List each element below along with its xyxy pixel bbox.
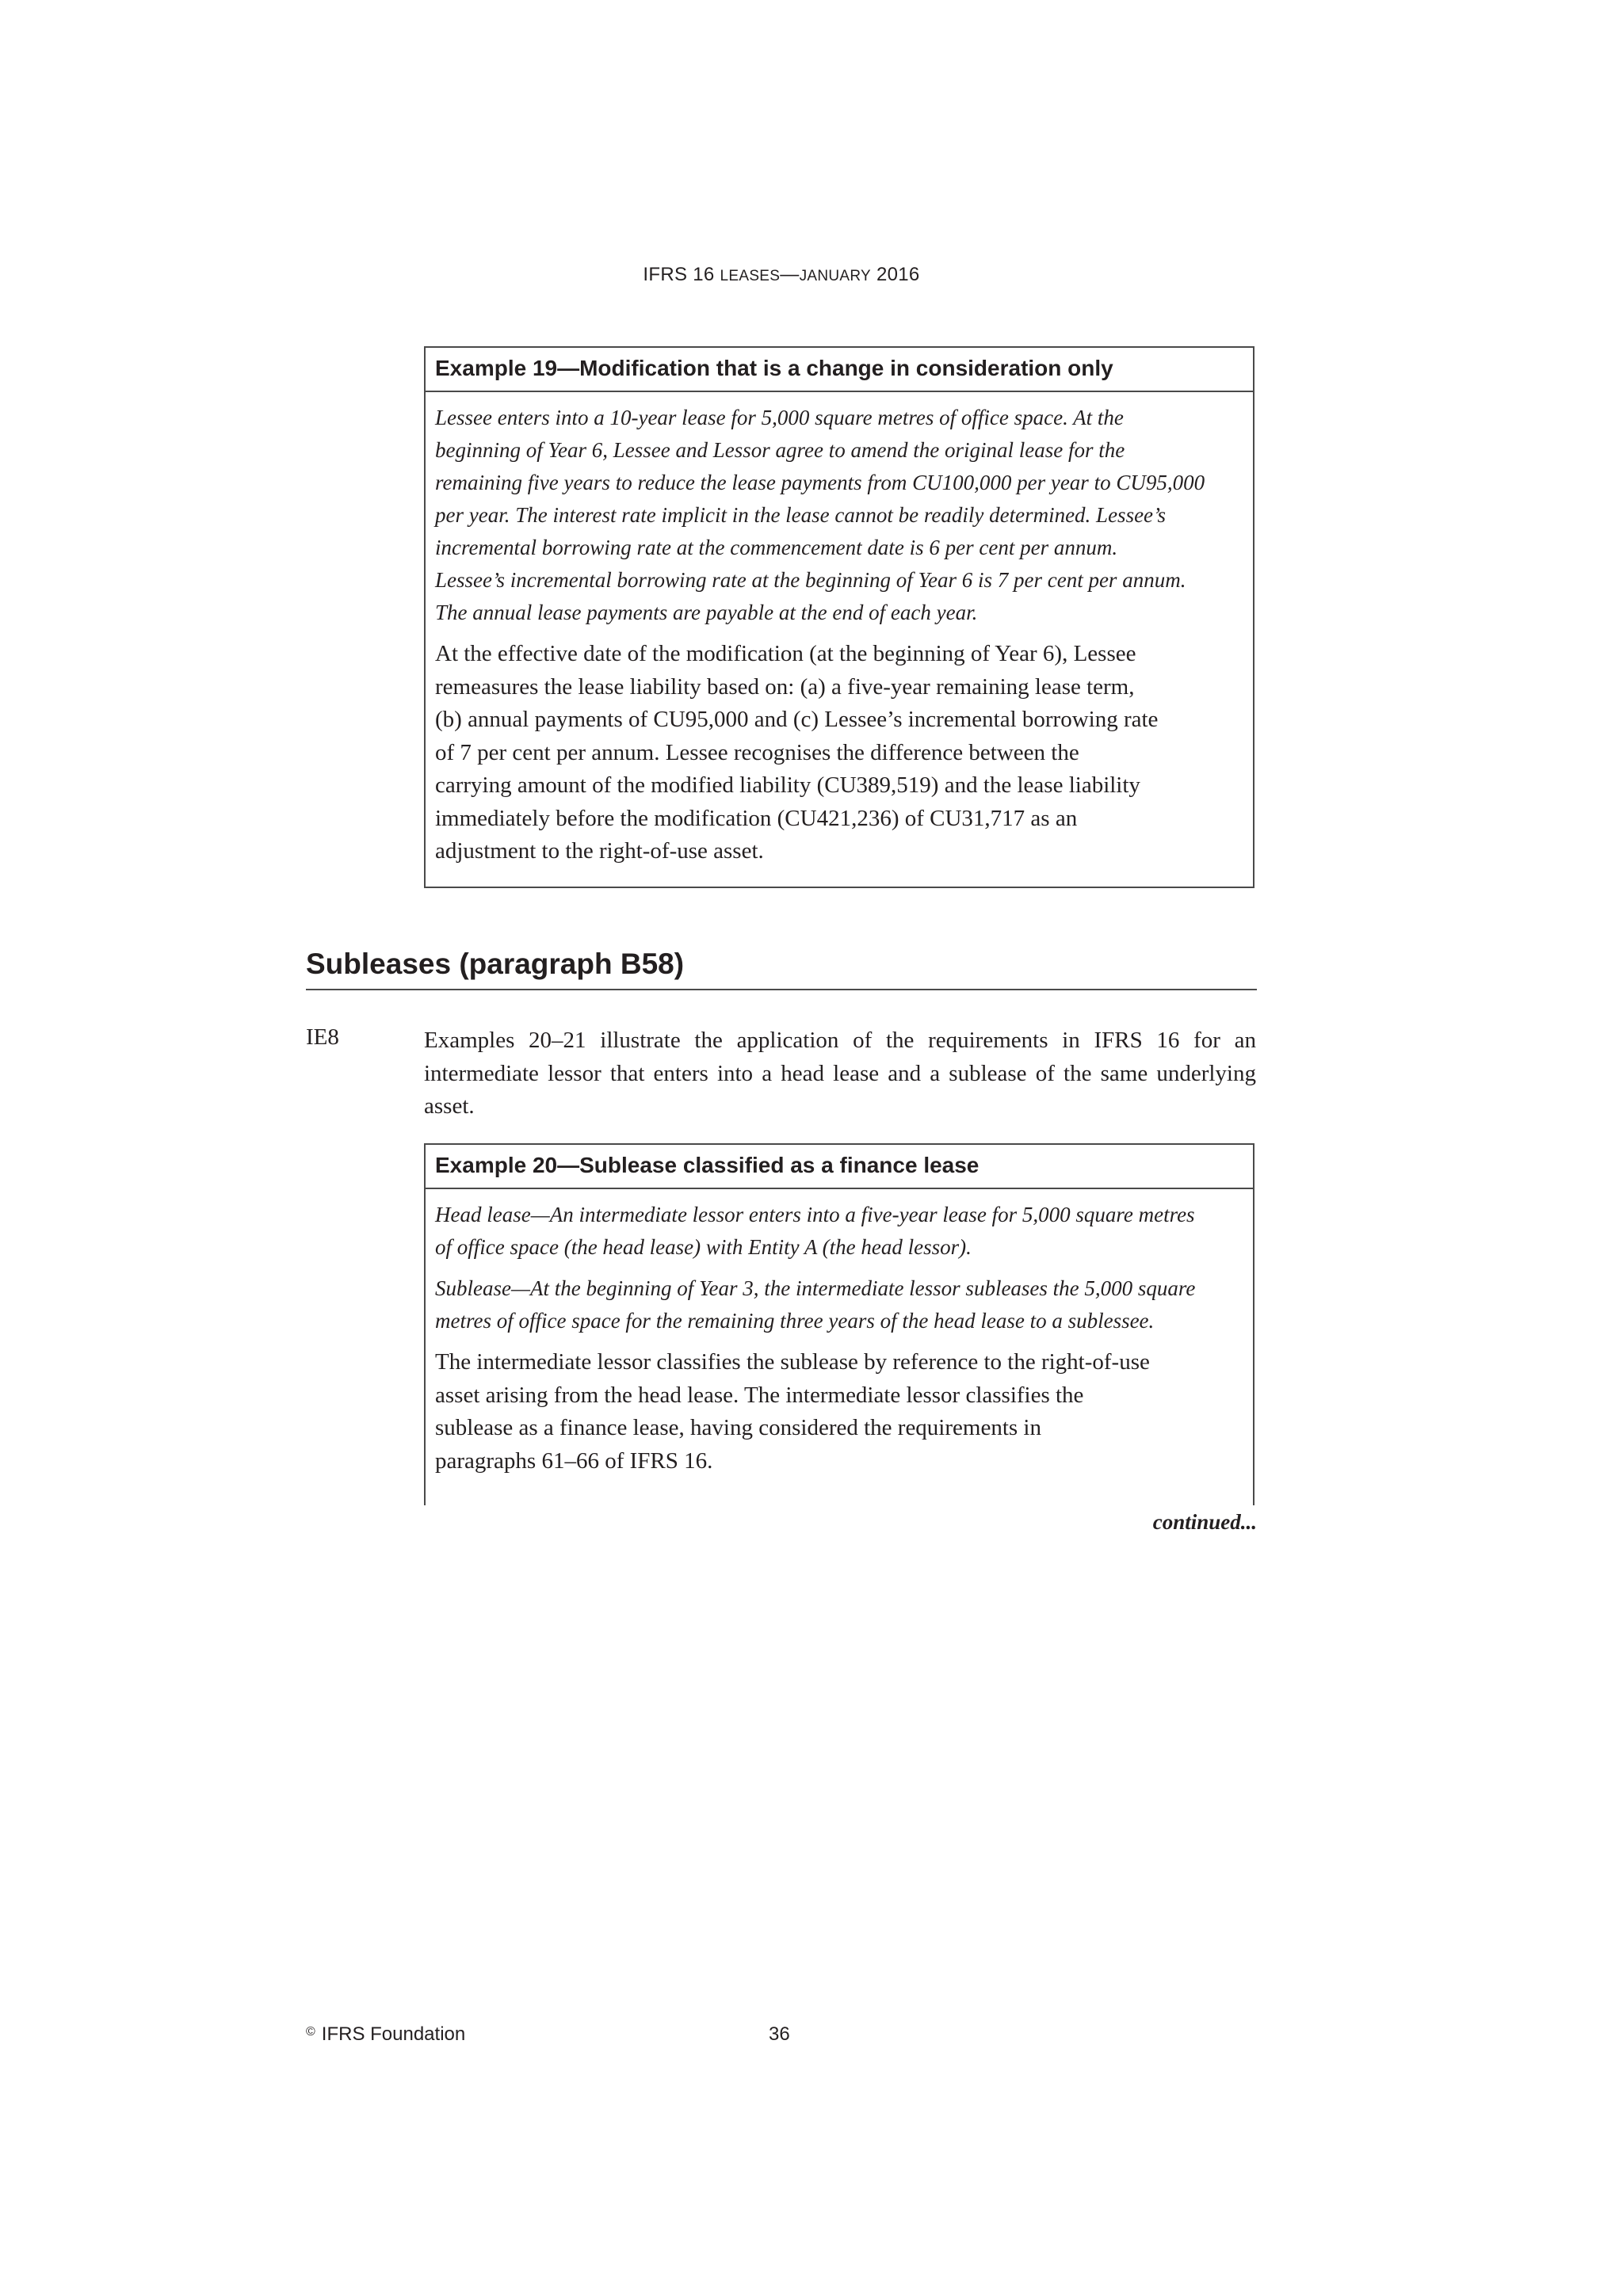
text-line: Sublease—At the beginning of Year 3, the intermediate lessor subleases the 5,000 square — [435, 1276, 1196, 1300]
header-dash: — — [780, 264, 800, 285]
paragraph-ie8-text: Examples 20–21 illustrate the application of the requirements in IFRS 16 for an intermediate lessor that enters into a head lease and a sublease of the same underlying asset. — [424, 1028, 1256, 1119]
text-line: carrying amount of the modified liability (CU389,519) and the lease liability — [435, 772, 1140, 798]
example-19-analysis — [435, 638, 1243, 868]
footer-foundation: IFRS Foundation — [321, 2023, 466, 2045]
text-line: sublease as a finance lease, having considered the requirements in — [435, 1415, 1041, 1440]
text-line: of 7 per cent per annum. Lessee recognises the difference between the — [435, 739, 1079, 765]
running-header — [0, 264, 1563, 286]
text-line: remaining five years to reduce the lease payments from CU100,000 per year to CU95,000 — [435, 471, 1205, 494]
text-line: paragraphs 61–66 of IFRS 16. — [435, 1447, 713, 1474]
text-line: immediately before the modification (CU421,236) of CU31,717 as an — [435, 805, 1078, 831]
text-line: incremental borrowing rate at the commencement date is 6 per cent per annum. — [435, 536, 1118, 559]
text-line: adjustment to the right-of-use asset. — [435, 838, 764, 864]
example-20-title: Example 20—Sublease classified as a finance lease — [426, 1145, 1253, 1189]
header-leases: LEASES — [720, 268, 781, 284]
example-19-box — [424, 346, 1254, 888]
text-line: At the effective date of the modification (at the beginning of Year 6), Lessee — [435, 641, 1136, 666]
text-line: beginning of Year 6, Lessee and Lessor agree to amend the original lease for the — [435, 438, 1125, 462]
text-line: (b) annual payments of CU95,000 and (c) Lessee’s incremental borrowing rate — [435, 707, 1159, 732]
example-20-head-lease — [435, 1199, 1243, 1264]
continued-marker: continued... — [1152, 1510, 1257, 1534]
text-line: metres of office space for the remaining three years of the head lease to a sublessee. — [435, 1309, 1155, 1333]
example-20-analysis — [435, 1346, 1243, 1478]
paragraph-number: IE8 — [306, 1024, 339, 1050]
text-line: remeasures the lease liability based on: (a) a five-year remaining lease term, — [435, 673, 1135, 700]
text-line: Lessee enters into a 10-year lease for 5,000 square metres of office space. At the — [435, 406, 1124, 429]
example-19-title: Example 19—Modification that is a change in consideration only — [426, 348, 1253, 392]
example-20-box — [424, 1143, 1254, 1505]
text-line: per year. The interest rate implicit in the lease cannot be readily determined. Lessee’s — [435, 503, 1167, 527]
header-january: JANUARY — [799, 268, 872, 284]
text-line: asset arising from the head lease. The intermediate lessor classifies the — [435, 1382, 1084, 1408]
text-line: The intermediate lessor classifies the sublease by reference to the right-of-use — [435, 1349, 1150, 1375]
section-heading-subleases: Subleases (paragraph B58) — [306, 948, 1257, 990]
header-prefix: IFRS 16 — [643, 264, 720, 285]
copyright-symbol: © — [306, 2025, 315, 2039]
example-19-facts — [435, 402, 1243, 629]
footer-copyright — [306, 2023, 465, 2046]
text-line: Lessee’s incremental borrowing rate at the beginning of Year 6 is 7 per cent per annum. — [435, 568, 1186, 592]
text-line: Head lease—An intermediate lessor enters into a five-year lease for 5,000 square metres — [435, 1203, 1195, 1226]
text-line: of office space (the head lease) with Entity A (the head lessor). — [435, 1235, 972, 1259]
example-20-sublease — [435, 1272, 1243, 1337]
header-year: 2016 — [871, 264, 920, 285]
page-number: 36 — [769, 2023, 790, 2045]
text-line: The annual lease payments are payable at the end of each year. — [435, 601, 978, 624]
